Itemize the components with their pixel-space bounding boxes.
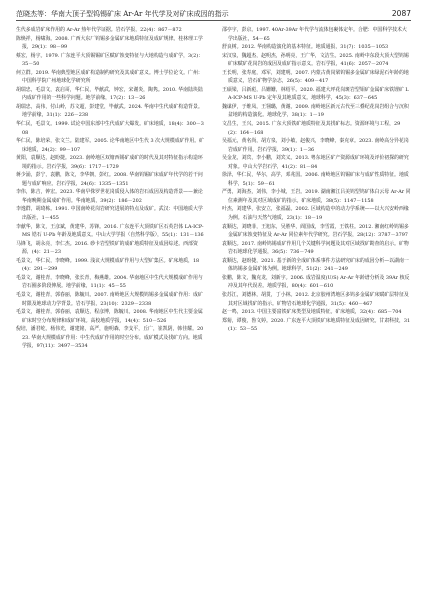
references-column-right [222, 26, 411, 606]
reference-entry: 华仁民，陈培荣，张文兰。陆建军。2005. 论华南地区中生代 3 次大规模成矿作用。矿床地质，24(2)：99－107 [16, 138, 205, 153]
reference-entry: 蒋少涌，彭宁，袁鹏，陈文，李华朝，彭红。2008. 华南钨锡矿床成矿年代学的若干问题与成矿响应。岩石学报，24(6)：1335－1351 [16, 172, 203, 187]
reference-entry: 毛景文，谢桂青，李晓峰，张长青，梅燕雄。2004. 华南地区中生代大规模成矿作用与岩石圈多阶段伸展。地学前缘，11(1)：45－55 [16, 274, 203, 290]
references-column-left [16, 26, 205, 606]
reference-entry: 何立群。2019. 华南典型地区成矿构造制约研究及其成矿意义。博士学位论文。广州：中国科学院广州地球化学研究所 [16, 69, 203, 85]
reference-entry: 胡瑞忠，高伟，付山岭，苏文超，彭建堂，毕献武。2024. 华南中生代成矿构造背景。地学前缘，31(1)：226－238 [16, 103, 203, 119]
reference-entry: 倪培，潘君屹，杨伟光，谢建铭，高严，施明森，李支平，丘广，崔凯阴，韩佳耀。2023. 华南大规模成矿作用：中生代成矿作用的时空分布。成矿模式及找矿方向。地质学报，97(11)：3497－3534 [16, 326, 204, 350]
reference-entry: 宋汉泉，魏超杰，赵明杰，孙明亮，王广华，文洁生。2025. 南岭中东段大顶大型钨锡矿床赋矿花岗岩的成因及成矿指示意义。岩石学报，41(6)：2057－2074 [222, 52, 409, 68]
reference-entry: 王硕梁，吕新彪，吕姗姗，林绍平。2020. 福建大坪花岗斑岩型钼矿金属矿床铁锂矿 LA-ICP-MS U-Pb 定年及其地质意义。地球科学，45(3)：637－645 [222, 86, 409, 102]
reference-entry: 陈焕祥，杨啸海。2008. 广西大东厂钨锡多金属矿床地质特征及成矿规律。桂林理工学报，29(1)：98－99 [16, 35, 203, 51]
reference-entry: 严勇，刘海杰，刘伟，李小城，王岩。2019. 湖南湘江吕美钨型钨矿体白云母 Ar-Ar 同位素测年及其对区域成矿的指示。矿床地质，38(5)：1147－1158 [222, 189, 411, 204]
reference-entry: 邵亭宇，彭京。1997. 40Ar-39Ar 年代学与流体包裹体定年。合肥：中国科学技术大学出版社，54－65 [222, 27, 407, 42]
reference-entry: 郑菊，谭俊，鲁文婷。2020. 广东连平大顶铁矿床地质特征及成因研究。甘肃科技，31(1)：53－55 [222, 317, 411, 333]
running-title: 范晓杰等：华南大顶子型钨锡矿床 Ar-Ar 年代学及对矿床成因的指示 [16, 10, 229, 18]
reference-entry: 李献华，陈文，王彦斌，黄建华，苏锋。2016. 广东连平大顶铁矿区石英岩体 LA-ICP-MS 锆石 U-Pb 年龄及地质意义。中山大学学报（自然科学版），55(1)：131－136 [16, 223, 204, 239]
reference-entry: 舒良树。2012. 华南构造演化的基本特征。地质通报，31(7)：1035－1053 [222, 44, 389, 51]
page-number: 2087 [391, 9, 411, 18]
reference-entry: 毛景文，谢桂青，郭春丽，陈毓川。2007. 南岭地区大规模钨锡多金属成矿作用：成矿时限及地球动力学背景。岩石学报，23(10)：2329－2338 [16, 291, 203, 307]
reference-entry: 黄阳，袁顺达，赵盼捷。2023. 南岭地区双塘西锡矿成矿的时代及其对特征指示构造环境的指示。岩石学报，39(6)：1717－1729 [16, 155, 203, 170]
reference-entry: 蔡宏，杨宇。1979. 广东连平大顶锡锡矿区赋矿蚀变特征与大地构造与成矿学，3(2)：35－50 [16, 52, 203, 68]
reference-entry: 毛景文，华仁民，李晓峰。1999. 浅议大规模成矿作用与大型矿集区。矿床地质，18(4)：291－299 [16, 257, 200, 273]
reference-entry: 文昌生，王兴。2015. 广东大顶铁矿地质特征及其找矿标志。资源环境与工程，29(2)：164－168 [222, 121, 401, 136]
running-header [16, 8, 411, 21]
reference-entry: 袁顺达。2017. 南岭钨锡成矿作用几个关键科学问题及其对区域找矿勘查的启示。矿物岩石地球化学通报，36(5)：736－749 [222, 240, 409, 256]
reference-entry: 袁顺达，刘晓菲，王旭东，吴胜华，阎国成，李雪霞，王铁柱。2012. 湘南红岭钨锡多金属矿床蚀变特征及 Ar-Ar 同位素年代学研究。岩石学报，28(12)：3787－3797 [222, 223, 409, 239]
reference-entry: 袁顺达，赵盼捷，2021. 基于新的全成矿体系事件方法研究矿床的成因分析—以湖南一体钨锡多金属矿体为例。地球科学，51(2)：241－249 [222, 257, 409, 273]
reference-entry: 叶杰，刘建华，张安立，张福磊。2002. 区域构造中的动力学系统——以大兴安岭西缘为例。石油与天然气地质，23(1)：18－19 [222, 206, 409, 222]
reference-entry: 华仁民，毛景文。1999. 试论中国东部中生代成矿大爆发。矿床地质，18(4)：300－308 [16, 121, 204, 136]
reference-entry: 李伟，陈吉，钟宏。2023. 华南早侏罗世花岗质侵入体的岩石成因及构造背景——兼论华南晚期金属成矿作用。华南地质，39(2)：186－202 [16, 189, 203, 204]
reference-entry: 赵一鸣，2013. 中国主要富铁矿床类型及地质特征。矿床地质，32(4)：685－704 [222, 309, 402, 316]
reference-entry: 马锋飞，胡永亮，李仁杰。2016. 砂卡岩型铁矿的成矿地质特征及成因综述。西部资源，(4)：21－23 [16, 240, 198, 256]
reference-entry: 魏谋伊，于维凤，王翎璐，黄谢。2009. 南岭地区新元古代至三叠纪花岗岩组合与沉积盆地的构造演化。地球化学，38(1)：1－19 [222, 103, 409, 119]
reference-entry: 吴金龙，刘宾，李小鹏，刘宾义。2013. 粤东地区矿产资源成矿环境及评价初探的研究对象。中山大学岩石学，41(2)：81－84 [222, 155, 409, 170]
reference-entry: 生代多成岩矿床作用的 Ar-Ar 热年代学证据。岩石学报，22(4)：867－872 [16, 27, 182, 33]
reference-entry: 张苏江，刘德林，胡贯，丁小林。2012. 北京胶州湾地区多钨多金属矿床赋矿层特征及其对区域找矿的指示。矿物岩石地球化学通报，31(5)：460－467 [222, 291, 409, 307]
reference-entry: 张鹏，陈文，魏克龙，刘新宇。2006. 成岩温度(U/S) Ar-Ar 年龄谱分析及 39Ar 核反冲及其年代误差。地质学报，80(4)：601－610 [222, 274, 410, 290]
reference-entry: 徐泽，华仁民，华尔，高学，邓兆国。2006. 南岭地区钨锡矿床与成矿性质特征。地质科学，5(1)：59－61 [222, 172, 409, 187]
reference-entry: 王长明，张寿庭，邓军，刘建明。2007. 内蒙古黄岗梁钨锡多金属矿床绿泥石年龄的地质意义，岩石矿物学杂志，26(5)：409－417 [222, 69, 409, 85]
reference-entry: 毛景文，谢桂青，郭春丽，袁顺达，程彦博，陈毓川。2008. 华南地区中生代主要金属矿床时空分布规律和成矿环境。高校地质学报，14(4)：510－526 [16, 309, 203, 324]
reference-entry: 李逸群，胡琦栋。1991. 中国南岭花岗岩研究进展的特点及成矿。武汉：中国地质大学出版社，1－455 [16, 206, 203, 222]
reference-entry: 吴福元，黄名尚，胡方泉，刘小敏，赵俊兴，李晓峰，秦克章。2023. 南岭高分异花岗岩成矿作用。岩石学报，39(1)：1－36 [222, 138, 409, 153]
reference-entry: 胡瑞忠，毛景文，袁启哥，华仁民，毕献武，钟宏，宋谢炎，陶隽。2010. 华南陆块陆内成矿作用的一些科学问题。地学前缘，17(2)：13－26 [16, 86, 203, 102]
